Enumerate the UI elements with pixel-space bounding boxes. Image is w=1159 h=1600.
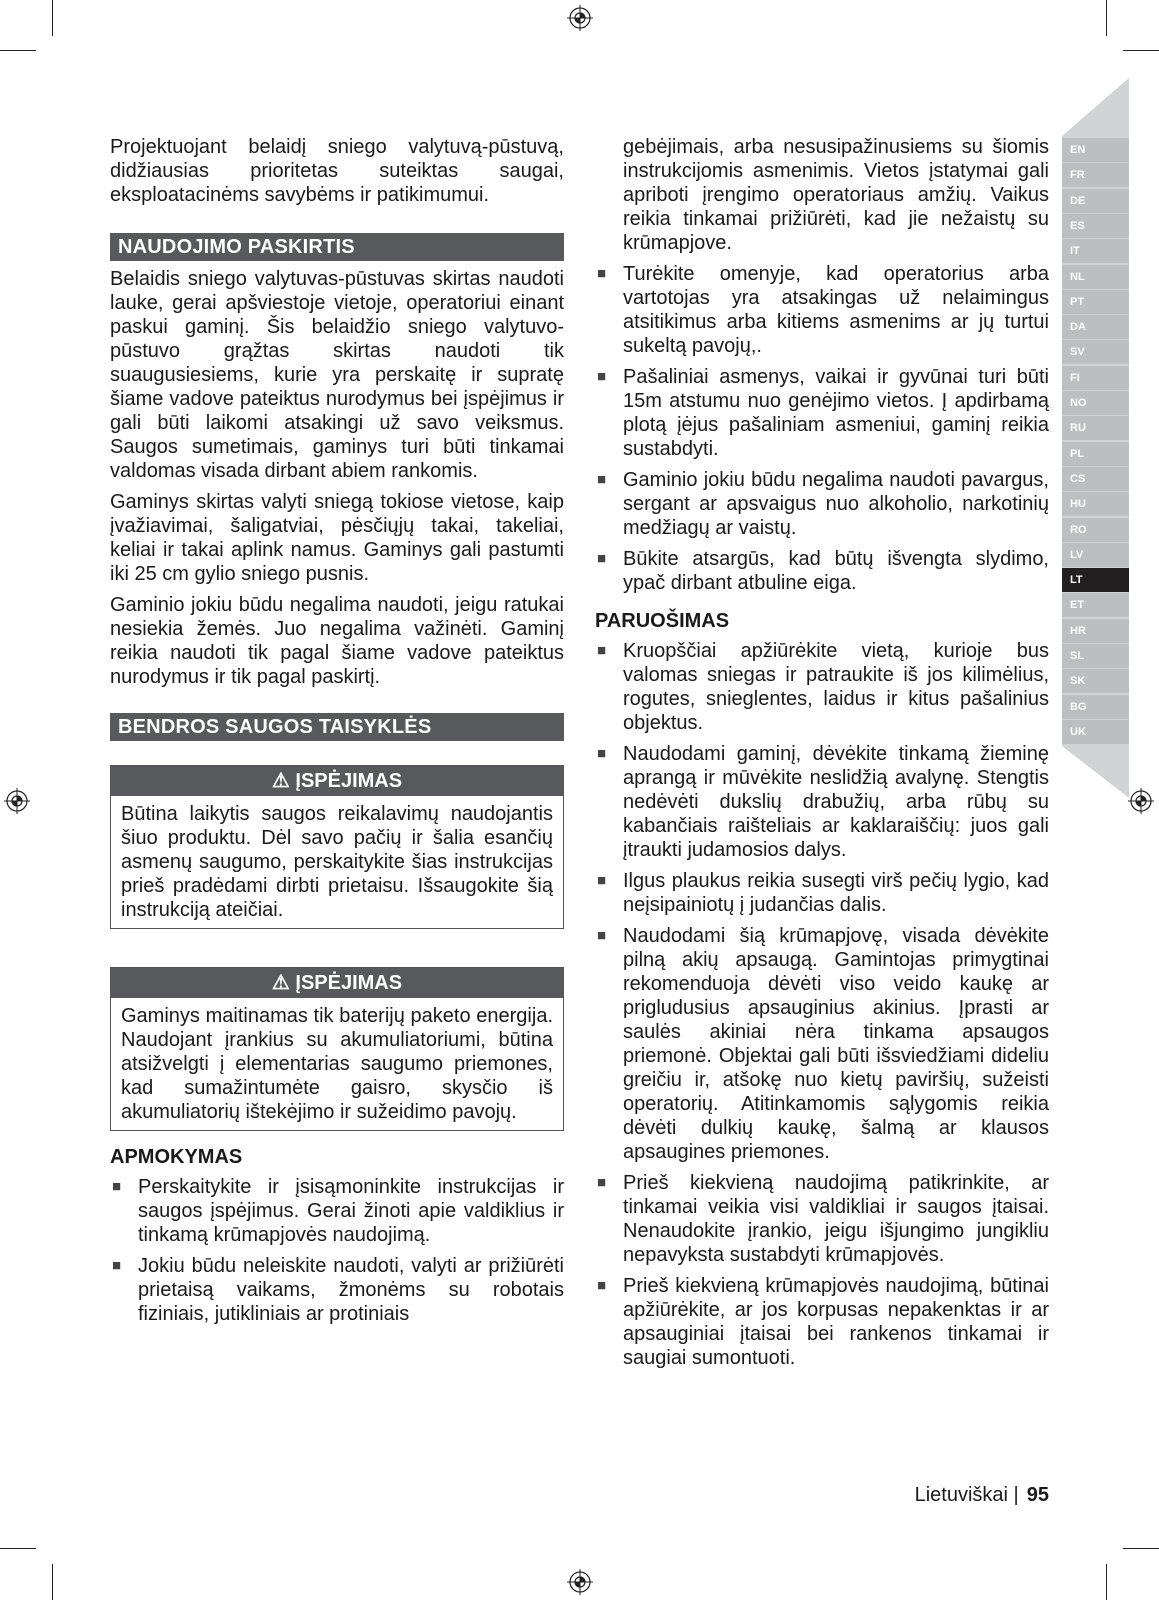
square-bullet-icon: ■ [597, 550, 607, 567]
list-item-text: Perskaitykite ir įsisąmoninkite instrukcijas ir saugos įspėjimus. Gerai žinoti apie valdiklius ir tinkamą krūmapjovės naudojimą. [138, 1176, 564, 1246]
crop-mark [0, 1548, 36, 1549]
language-tab-no: NO [1062, 391, 1129, 415]
language-tab-hr: HR [1062, 619, 1129, 643]
square-bullet-icon: ■ [112, 1257, 122, 1274]
training-list [110, 1175, 564, 1326]
language-tab-bg: BG [1062, 695, 1129, 719]
language-tab-sv: SV [1062, 340, 1129, 364]
crop-mark [52, 0, 53, 36]
square-bullet-icon: ■ [597, 265, 607, 282]
language-tab-es: ES [1062, 214, 1129, 238]
list-item-text: Prieš kiekvieną naudojimą patikrinkite, ar tinkamai veikia visi valdikliai ir saugos įtaisai. Nenaudokite įrankio, jeigu išjungimo jungikliu nepavyksta sustabdyti krūmapjovės. [623, 1172, 1049, 1266]
crop-mark [52, 1564, 53, 1600]
list-item-text: Naudodami gaminį, dėvėkite tinkamą žieminę aprangą ir mūvėkite neslidžią avalynę. Stengtis nedėvėti dukslių drabužių, arba rūbų su kabančiais raišteliais ar kaklaraiščių: juos gali įtraukti judamosios dalys. [623, 743, 1049, 861]
registration-mark-icon [567, 5, 593, 31]
crop-mark [1106, 0, 1107, 36]
language-tab-ru: RU [1062, 416, 1129, 440]
square-bullet-icon: ■ [597, 471, 607, 488]
paragraph: Gaminys skirtas valyti sniegą tokiose vietose, kaip įvažiavimai, šaligatviai, pėsčiųjų takai, takeliai, keliai ir takai aplink namus. Gaminys gali pastumti iki 25 cm gylio sniego pusnis. [110, 491, 564, 585]
section-heading-general-safety: BENDROS SAUGOS TAISYKLĖS [110, 713, 564, 741]
language-tab-lv: LV [1062, 543, 1129, 567]
warning-title: ĮSPĖJIMAS [295, 770, 403, 792]
crop-mark [1123, 1548, 1159, 1549]
language-tab-da: DA [1062, 315, 1129, 339]
paragraph: Belaidis sniego valytuvas-pūstuvas skirtas naudoti lauke, gerai apšviestoje vietoje, operatoriui einant paskui gaminį. Šis belaidžio sniego valytuvo-pūstuvo grąžtas skirtas naudoti tik suaugusiesiems, kurie yra perskaitę ir supratę šiame vadove pateiktus nurodymus bei įspėjimus ir gali būti laikomi atsakingi už savo veiksmus. Saugos sumetimais, gaminys turi būti tinkamai valdomas visada dirbant abiem rankomis. [110, 268, 564, 482]
language-tab-uk: UK [1062, 720, 1129, 744]
square-bullet-icon: ■ [597, 368, 607, 385]
continued-text: gebėjimais, arba nesusipažinusiems su šiomis instrukcijomis asmenimis. Vietos įstatymai gali apriboti įrengimo operatoriaus amžių. Vaikus reikia tinkamai prižiūrėti, kad jie nežaistų su krūmapjove. [623, 136, 1049, 254]
warning-header [111, 766, 563, 796]
list-item [595, 468, 1049, 540]
language-tab-sl: SL [1062, 644, 1129, 668]
preparation-list [595, 639, 1049, 1370]
page-footer [915, 1484, 1049, 1507]
list-item [595, 262, 1049, 358]
list-item-text: Jokiu būdu neleiskite naudoti, valyti ar prižiūrėti prietaisą vaikams, žmonėms su robotais fiziniais, jutikliniais ar protiniais [138, 1255, 564, 1325]
list-item-text: Ilgus plaukus reikia susegti virš pečių lygio, kad neįsipainiotų į judančias dalis. [623, 870, 1049, 916]
language-tab-lt: LT [1062, 568, 1129, 592]
subheading-training: APMOKYMAS [110, 1146, 243, 1168]
warning-text: Būtina laikytis saugos reikalavimų naudojantis šiuo produktu. Dėl savo pačių ir šalia esančių asmenų saugumo, perskaitykite šias instrukcijas prieš pradėdami dirbti prietaisu. Išsaugokite šią instrukciją ateičiai. [121, 803, 553, 921]
language-tab-de: DE [1062, 189, 1129, 213]
warning-triangle-icon: ⚠ [271, 770, 290, 792]
language-tab-et: ET [1062, 593, 1129, 617]
warning-triangle-icon: ⚠ [271, 972, 290, 994]
list-item [595, 742, 1049, 862]
paragraph: Gaminio jokiu būdu negalima naudoti, jeigu ratukai nesiekia žemės. Juo negalima važinėti. Gaminį reikia naudoti tik pagal šiame vadove pateiktus nurodymus ir tik pagal paskirtį. [110, 594, 564, 688]
list-item-text: Būkite atsargūs, kad būtų išvengta slydimo, ypač dirbant atbuline eiga. [623, 548, 1049, 594]
list-item-text: Gaminio jokiu būdu negalima naudoti pavargus, sergant ar apsvaigus nuo alkoholio, narkotinių medžiagų ar vaistų. [623, 469, 1049, 539]
list-item-text: Kruopščiai apžiūrėkite vietą, kurioje bus valomas sniegas ir patraukite iš jos kilimėlius, rogutes, snieglentes, laidus ir kitus pašalinius objektus. [623, 640, 1049, 734]
left-column [110, 135, 564, 1333]
square-bullet-icon: ■ [597, 1174, 607, 1191]
language-tab-hu: HU [1062, 492, 1129, 516]
list-item [595, 639, 1049, 735]
subheading-preparation: PARUOŠIMAS [595, 610, 730, 632]
language-tab-fi: FI [1062, 366, 1129, 390]
list-item [595, 869, 1049, 917]
list-item [110, 1175, 564, 1247]
intro-paragraph: Projektuojant belaidį sniego valytuvą-pūstuvą, didžiausias prioritetas suteiktas saugai, eksploatacinėms savybėms ir patikimumui. [110, 136, 564, 206]
footer-language: Lietuviškai | [914, 1484, 1019, 1506]
language-tab-pt: PT [1062, 290, 1129, 314]
page-number: 95 [1026, 1484, 1049, 1506]
registration-mark-icon [1128, 788, 1154, 814]
crop-mark [1123, 50, 1159, 51]
list-item [595, 365, 1049, 461]
square-bullet-icon: ■ [597, 642, 607, 659]
square-bullet-icon: ■ [597, 1277, 607, 1294]
list-item [595, 1171, 1049, 1267]
list-item-text: Prieš kiekvieną krūmapjovės naudojimą, būtinai apžiūrėkite, ar jos korpusas nepakenktas ir ar apsauginiai įtaisai bei rankenos tinkamai ir saugiai sumontuoti. [623, 1275, 1049, 1369]
square-bullet-icon: ■ [597, 872, 607, 889]
training-list-continued [595, 262, 1049, 595]
language-tab-fr: FR [1062, 163, 1129, 187]
language-tab-nl: NL [1062, 265, 1129, 289]
warning-title: ĮSPĖJIMAS [295, 972, 403, 994]
language-tab-pl: PL [1062, 442, 1129, 466]
list-item [595, 547, 1049, 595]
warning-text: Gaminys maitinamas tik baterijų paketo energija. Naudojant įrankius su akumuliatoriumi, būtina atsižvelgti į elementarias saugumo priemones, kad sumažintumėte gaisro, skysčio iš akumuliatorių ištekėjimo ir sužeidimo pavojų. [121, 1005, 553, 1123]
registration-mark-icon [567, 1569, 593, 1595]
square-bullet-icon: ■ [597, 927, 607, 944]
right-column [595, 135, 1049, 1377]
section-heading-intended-use: NAUDOJIMO PASKIRTIS [110, 233, 564, 261]
square-bullet-icon: ■ [597, 745, 607, 762]
crop-mark [0, 50, 36, 51]
crop-mark [1106, 1564, 1107, 1600]
language-tab-it: IT [1062, 239, 1129, 263]
list-item-text: Naudodami šią krūmapjovę, visada dėvėkite pilną akių apsaugą. Gamintojas primygtinai rekomenduoja dėvėti viso veido kaukę ar prigludusius apsauginius akinius. Įprasti ar saulės akiniai nėra tinkama apsaugos priemonė. Objektai gali būti išsviedžiami dideliu greičiu ir, atšokę nuo kietų paviršių, sužeisti operatorių. Atitinkamomis sąlygomis reikia dėvėti dulkių kaukę, šalmą ar klausos apsaugines priemones. [623, 925, 1049, 1163]
list-item [595, 1274, 1049, 1370]
registration-mark-icon [4, 788, 30, 814]
warning-box [110, 967, 564, 1131]
language-tab-cs: CS [1062, 467, 1129, 491]
list-item [595, 924, 1049, 1164]
list-item-text: Pašaliniai asmenys, vaikai ir gyvūnai turi būti 15m atstumu nuo genėjimo vietos. Į apdirbamą plotą įėjus pašaliniam asmeniui, gaminį reikia sustabdyti. [623, 366, 1049, 460]
warning-header [111, 968, 563, 998]
warning-box [110, 765, 564, 929]
list-item [110, 1254, 564, 1326]
list-item-text: Turėkite omenyje, kad operatorius arba vartotojas yra atsakingas už nelaimingus atsitikimus arba kitiems asmenims ar jų turtui sukeltą pavojų,. [623, 263, 1049, 357]
language-tab-sk: SK [1062, 669, 1129, 693]
square-bullet-icon: ■ [112, 1178, 122, 1195]
language-tab-en: EN [1062, 138, 1129, 162]
language-tab-ro: RO [1062, 518, 1129, 542]
